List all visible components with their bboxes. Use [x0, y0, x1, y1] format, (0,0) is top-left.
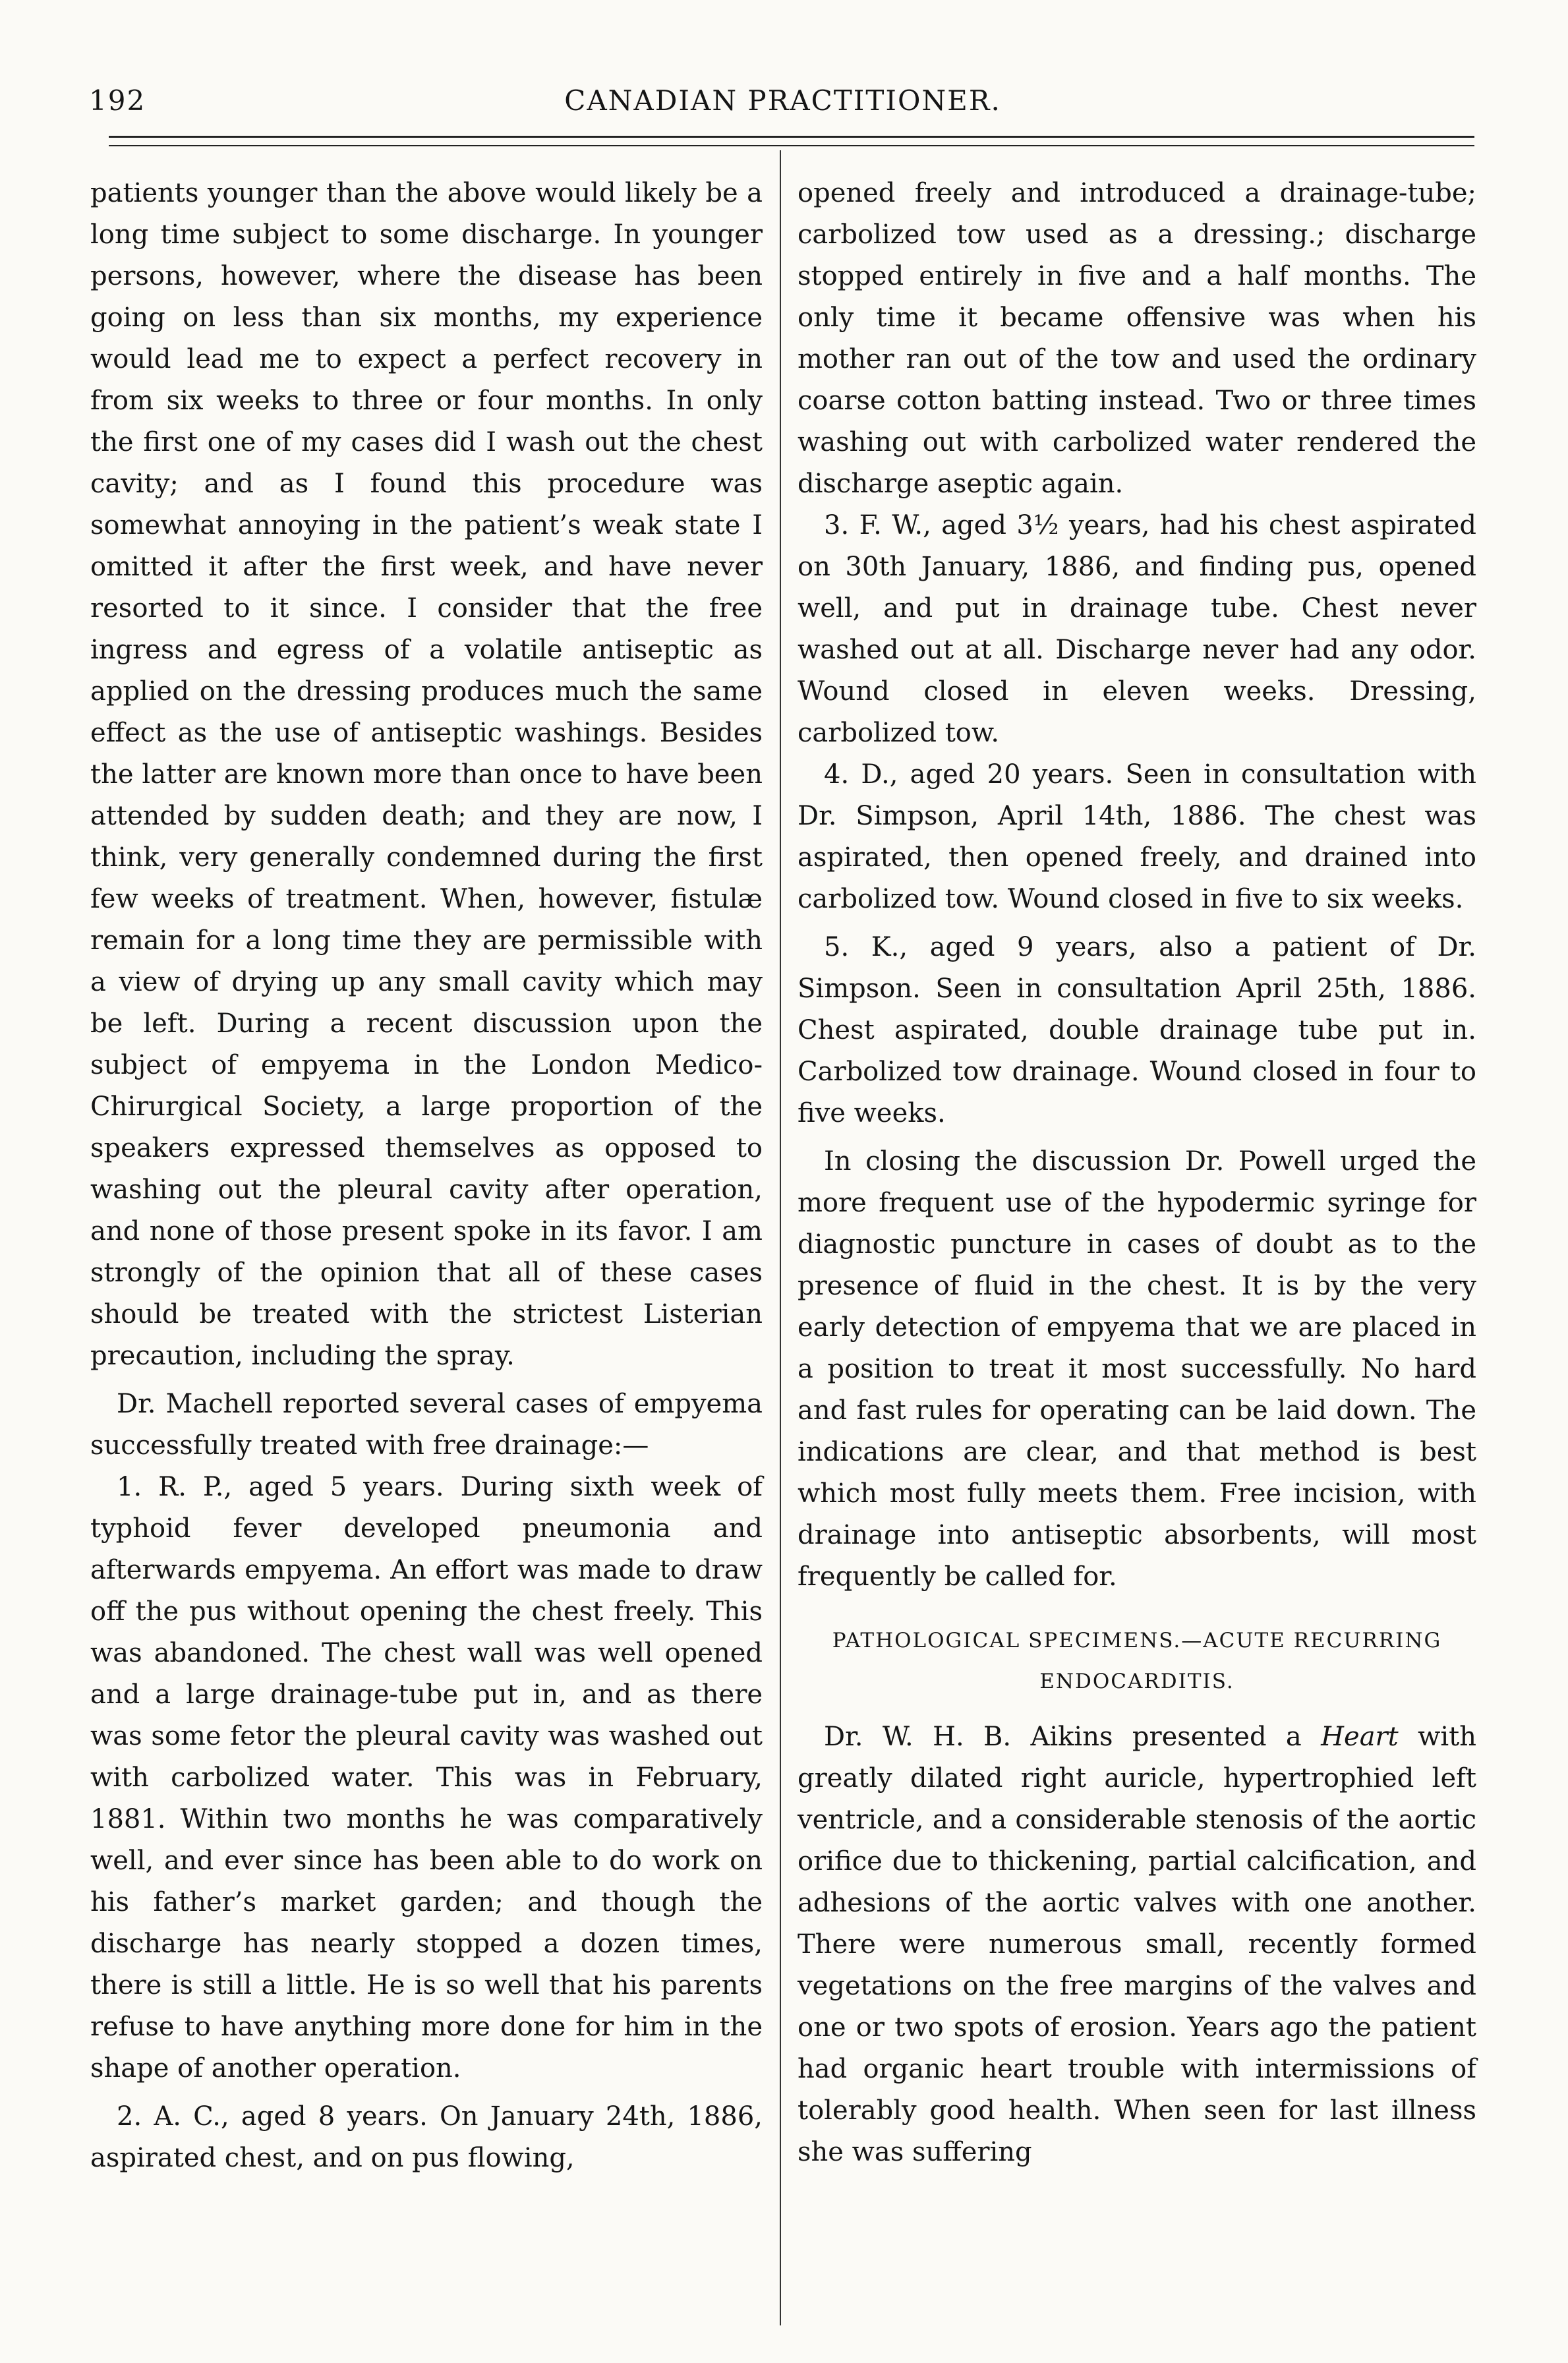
case-paragraph: 1. R. P., aged 5 years. During sixth week of typhoid fever developed pneumonia and afterwards empyema. An effort was made to draw off the pus without opening the chest freely. This was abandoned. The chest wall was well opened and a large drainage-tube put in, and as there was some fetor the pleural cavity was washed out with carbolized water. This was in February, 1881. Within two months he was comparatively well, and ever since has been able to do work on his father’s market garden; and though the discharge has nearly stopped a dozen times, there is still a little. He is so well that his parents refuse to have anything more done for him in the shape of another operation. — [90, 1472, 763, 2084]
header-rule-thin — [109, 145, 1474, 146]
case-paragraph: 5. K., aged 9 years, also a patient of Dr. Simpson. Seen in consultation April 25th, 1886. Chest aspirated, double drainage tube put in. Carbolized tow drainage. Wound closed in four to five weeks. — [798, 932, 1476, 1128]
paragraph: In closing the discussion Dr. Powell urged the more frequent use of the hypodermic syringe for diagnostic puncture in cases of doubt as to the presence of fluid in the chest. It is by the very early detection of empyema that we are placed in a position to treat it most successfully. No hard and fast rules for operating can be laid down. The indications are clear, and that method is best which most fully meets them. Free incision, with drainage into antiseptic absorbents, will most frequently be called for. — [798, 1146, 1476, 1592]
case-paragraph: 3. F. W., aged 3½ years, had his chest aspirated on 30th January, 1886, and finding pus, opened well, and put in drainage tube. Chest never washed out at all. Discharge never had any odor. Wound closed in eleven weeks. Dressing, carbolized tow. — [798, 510, 1476, 748]
column-divider — [780, 150, 781, 2325]
header-rule-thick — [109, 136, 1474, 138]
paragraph — [798, 1716, 1476, 2173]
text-run: with greatly dilated right auricle, hypertrophied left ventricle, and a considerable stenosis of the aortic orifice due to thickening, partial calcification, and adhesions of the aortic valves with one another. There were numerous small, recently formed vegetations on the free margins of the valves and one or two spots of erosion. Years ago the patient had organic heart trouble with intermissions of tolerably good health. When seen for last illness she was suffering — [798, 1722, 1476, 2167]
page-number: 192 — [89, 84, 146, 117]
paragraph: opened freely and introduced a drainage-tube; carbolized tow used as a dressing.; discharge stopped entirely in five and a half months. The only time it became offensive was when his mother ran out of the tow and used the ordinary coarse cotton batting instead. Two or three times washing out with carbolized water rendered the discharge aseptic again. — [798, 178, 1476, 499]
case-paragraph: 4. D., aged 20 years. Seen in consultation with Dr. Simpson, April 14th, 1886. The chest was aspirated, then opened freely, and drained into carbolized tow. Wound closed in five to six weeks. — [798, 759, 1476, 914]
paragraph: patients younger than the above would likely be a long time subject to some discharge. In younger persons, however, where the disease has been going on less than six months, my experience would lead me to expect a perfect recovery in from six weeks to three or four months. In only the first one of my cases did I wash out the chest cavity; and as I found this procedure was somewhat annoying in the patient’s weak state I omitted it after the first week, and have never resorted to it since. I consider that the free ingress and egress of a volatile antiseptic as applied on the dressing produces much the same effect as the use of antiseptic washings. Besides the latter are known more than once to have been attended by sudden death; and they are now, I think, very generally condemned during the first few weeks of treatment. When, however, fistulæ remain for a long time they are permissible with a view of drying up any small cavity which may be left. During a recent discussion upon the subject of empyema in the London Medico-Chirurgical Society, a large proportion of the speakers expressed themselves as opposed to washing out the pleural cavity after operation, and none of those present spoke in its favor. I am strongly of the opinion that all of these cases should be treated with the strictest Listerian precaution, including the spray. — [90, 178, 763, 1371]
journal-title: CANADIAN PRACTITIONER. — [564, 84, 1001, 117]
left-column — [90, 173, 763, 2179]
page-header — [89, 84, 1476, 124]
case-paragraph: 2. A. C., aged 8 years. On January 24th, 1886, aspirated chest, and on pus flowing, — [90, 2101, 763, 2173]
paragraph: Dr. Machell reported several cases of empyema successfully treated with free drainage:— — [90, 1389, 763, 1461]
right-column — [798, 173, 1476, 2173]
section-heading: PATHOLOGICAL SPECIMENS.—ACUTE RECURRING ENDOCARDITIS. — [832, 1629, 1442, 1693]
italic-term: Heart — [1321, 1722, 1399, 1752]
text-run: Dr. W. H. B. Aikins presented a — [824, 1722, 1321, 1752]
